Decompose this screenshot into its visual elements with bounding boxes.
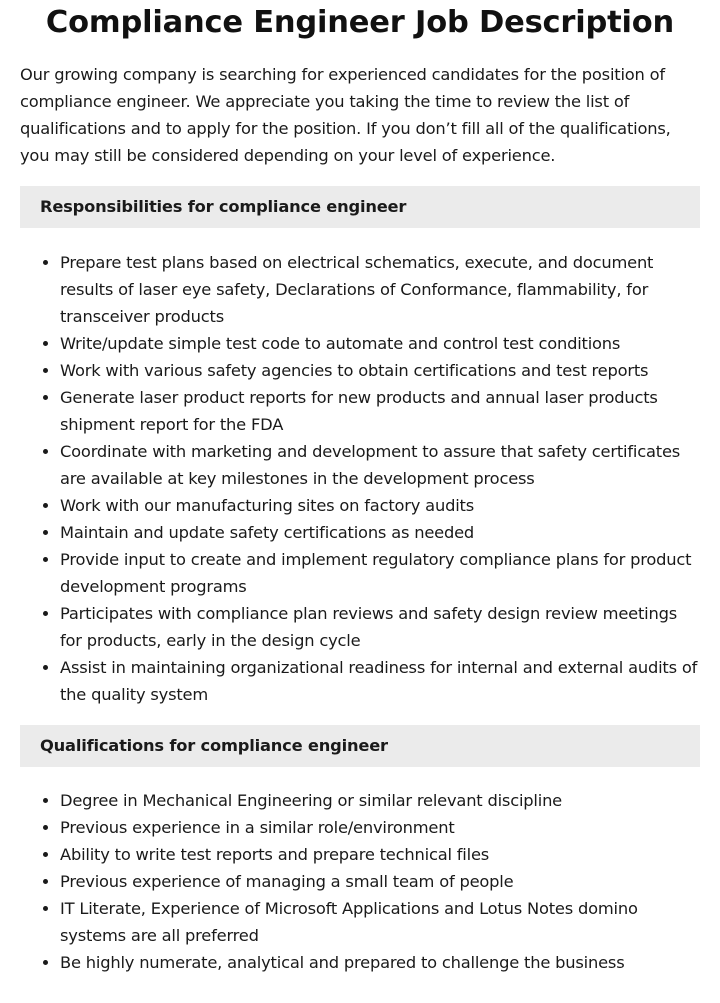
page-title: Compliance Engineer Job Description <box>45 5 675 40</box>
list-item: • Write/update simple test code to automate and control test conditions <box>60 330 700 357</box>
list-item: • Generate laser product reports for new products and annual laser products shipment report for the FDA <box>60 384 700 438</box>
list-item: • Ability to write test reports and prepare technical files <box>60 841 700 868</box>
list-item: • Degree in Mechanical Engineering or similar relevant discipline <box>60 787 700 814</box>
list-item: • Participates with compliance plan reviews and safety design review meetings for products, early in the design cycle <box>60 600 700 654</box>
list-item: • Work with our manufacturing sites on factory audits <box>60 492 700 519</box>
list-item: • Previous experience in a similar role/environment <box>60 814 700 841</box>
list-item: • Previous experience of managing a small team of people <box>60 868 700 895</box>
list-item: • Provide input to create and implement regulatory compliance plans for product development programs <box>60 546 700 600</box>
intro-paragraph: Our growing company is searching for experienced candidates for the position of compliance engineer. We appreciate you taking the time to review the list of qualifications and to apply for the position. If you don’t fill all of the qualifications, you may still be considered depending on your level of experience. <box>20 65 671 165</box>
list-item: • Prepare test plans based on electrical schematics, execute, and document results of laser eye safety, Declarations of Conformance, flammability, for transceiver products <box>60 249 700 330</box>
responsibilities-heading: Responsibilities for compliance engineer <box>20 186 700 228</box>
responsibilities-list <box>20 249 700 708</box>
list-item: • Maintain and update safety certifications as needed <box>60 519 700 546</box>
list-item: • Work with various safety agencies to obtain certifications and test reports <box>60 357 700 384</box>
qualifications-list <box>20 787 700 976</box>
list-item: • IT Literate, Experience of Microsoft Applications and Lotus Notes domino systems are all preferred <box>60 895 700 949</box>
list-item: • Be highly numerate, analytical and prepared to challenge the business <box>60 949 700 976</box>
list-item: • Assist in maintaining organizational readiness for internal and external audits of the quality system <box>60 654 700 708</box>
qualifications-heading: Qualifications for compliance engineer <box>20 725 700 767</box>
list-item: • Coordinate with marketing and development to assure that safety certificates are available at key milestones in the development process <box>60 438 700 492</box>
